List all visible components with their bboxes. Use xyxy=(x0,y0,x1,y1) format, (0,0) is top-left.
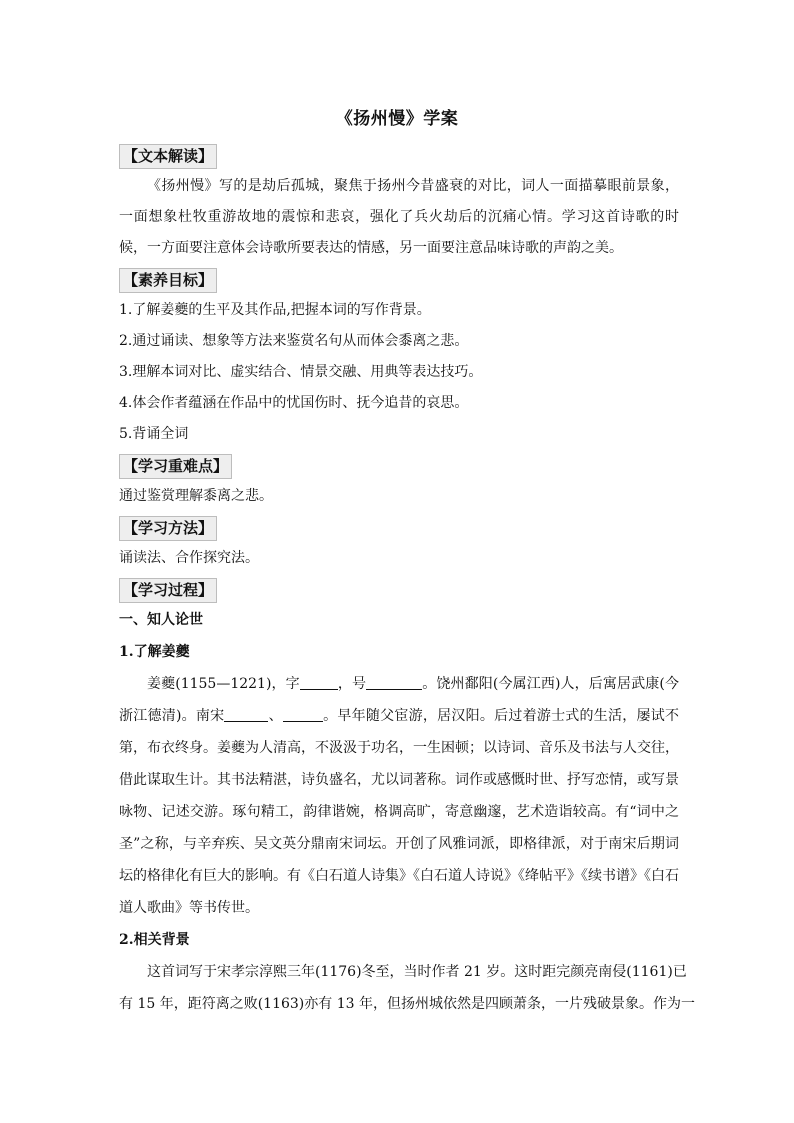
text-interpretation-line: 《扬州慢》写的是劫后孤城，聚焦于扬州今昔盛衰的对比，词人一面描摹眼前景象， xyxy=(147,178,679,194)
biography-line: 坛的格律化有巨大的影响。有《白石道人诗集》《白石道人诗说》《绛帖平》《续书谱》《白石 xyxy=(119,868,679,884)
biography-line: 第，布衣终身。姜夔为人清高，不汲汲于功名，一生困顿；以诗词、音乐及书法与人交往， xyxy=(119,740,679,756)
fill-blank[interactable] xyxy=(283,707,323,722)
biography-line: 道人歌曲》等书传世。 xyxy=(119,900,259,916)
section-heading-key-points: 【学习重难点】 xyxy=(119,454,232,479)
subheading-know-jiangkui: 1.了解姜夔 xyxy=(119,644,190,660)
fill-blank[interactable] xyxy=(366,675,422,690)
background-line: 有 15 年，距符离之败(1163)亦有 13 年，但扬州城依然是四顾萧条，一片残破景象。作为一 xyxy=(119,996,695,1012)
biography-line: 借此谋取生计。其书法精湛，诗负盛名，尤以词著称。词作或感慨时世、抒写恋情，或写景 xyxy=(119,772,679,788)
background-line: 这首词写于宋孝宗淳熙三年(1176)冬至，当时作者 21 岁。这时距完颜亮南侵(1161)已 xyxy=(147,964,687,980)
section-heading-process: 【学习过程】 xyxy=(119,578,217,603)
goal-item: 1.了解姜夔的生平及其作品,把握本词的写作背景。 xyxy=(119,302,431,318)
goal-item: 5.背诵全词 xyxy=(119,426,189,442)
section-heading-text-interpretation: 【文本解读】 xyxy=(119,144,217,169)
fill-blank[interactable] xyxy=(300,675,338,690)
biography-line-with-blanks: 浙江德清)。南宋 、 。早年随父宦游，居汉阳。后过着游士式的生活，屡试不 xyxy=(119,708,680,724)
goal-item: 3.理解本词对比、虚实结合、情景交融、用典等表达技巧。 xyxy=(119,364,483,380)
key-points-text: 通过鉴赏理解黍离之悲。 xyxy=(119,488,273,504)
subheading-background: 2.相关背景 xyxy=(119,932,190,948)
text-interpretation-line: 候，一方面要注意体会诗歌所要表达的情感，另一面要注意品味诗歌的声韵之美。 xyxy=(119,240,623,256)
section-heading-methods: 【学习方法】 xyxy=(119,516,217,541)
document-title: 《扬州慢》学案 xyxy=(335,109,459,129)
goal-item: 2.通过诵读、想象等方法来鉴赏名句从而体会黍离之悲。 xyxy=(119,333,469,349)
text-interpretation-line: 一面想象杜牧重游故地的震惊和悲哀，强化了兵火劫后的沉痛心情。学习这首诗歌的时 xyxy=(119,209,679,225)
goal-item: 4.体会作者蕴涵在作品中的忧国伤时、抚今追昔的哀思。 xyxy=(119,395,469,411)
biography-line-with-blanks: 姜夔(1155—1221)，字 ，号 。饶州鄱阳(今属江西)人，后寓居武康(今 xyxy=(147,676,680,692)
section-heading-goals: 【素养目标】 xyxy=(119,268,217,293)
biography-line: 圣”之称，与辛弃疾、吴文英分鼎南宋词坛。开创了风雅词派，即格律派，对于南宋后期词 xyxy=(119,836,679,852)
fill-blank[interactable] xyxy=(224,707,268,722)
part-one-heading: 一、知人论世 xyxy=(119,612,203,628)
methods-text: 诵读法、合作探究法。 xyxy=(119,550,259,566)
biography-line: 咏物、记述交游。琢句精工，韵律谐婉，格调高旷，寄意幽邃，艺术造诣较高。有“词中之 xyxy=(119,804,679,820)
